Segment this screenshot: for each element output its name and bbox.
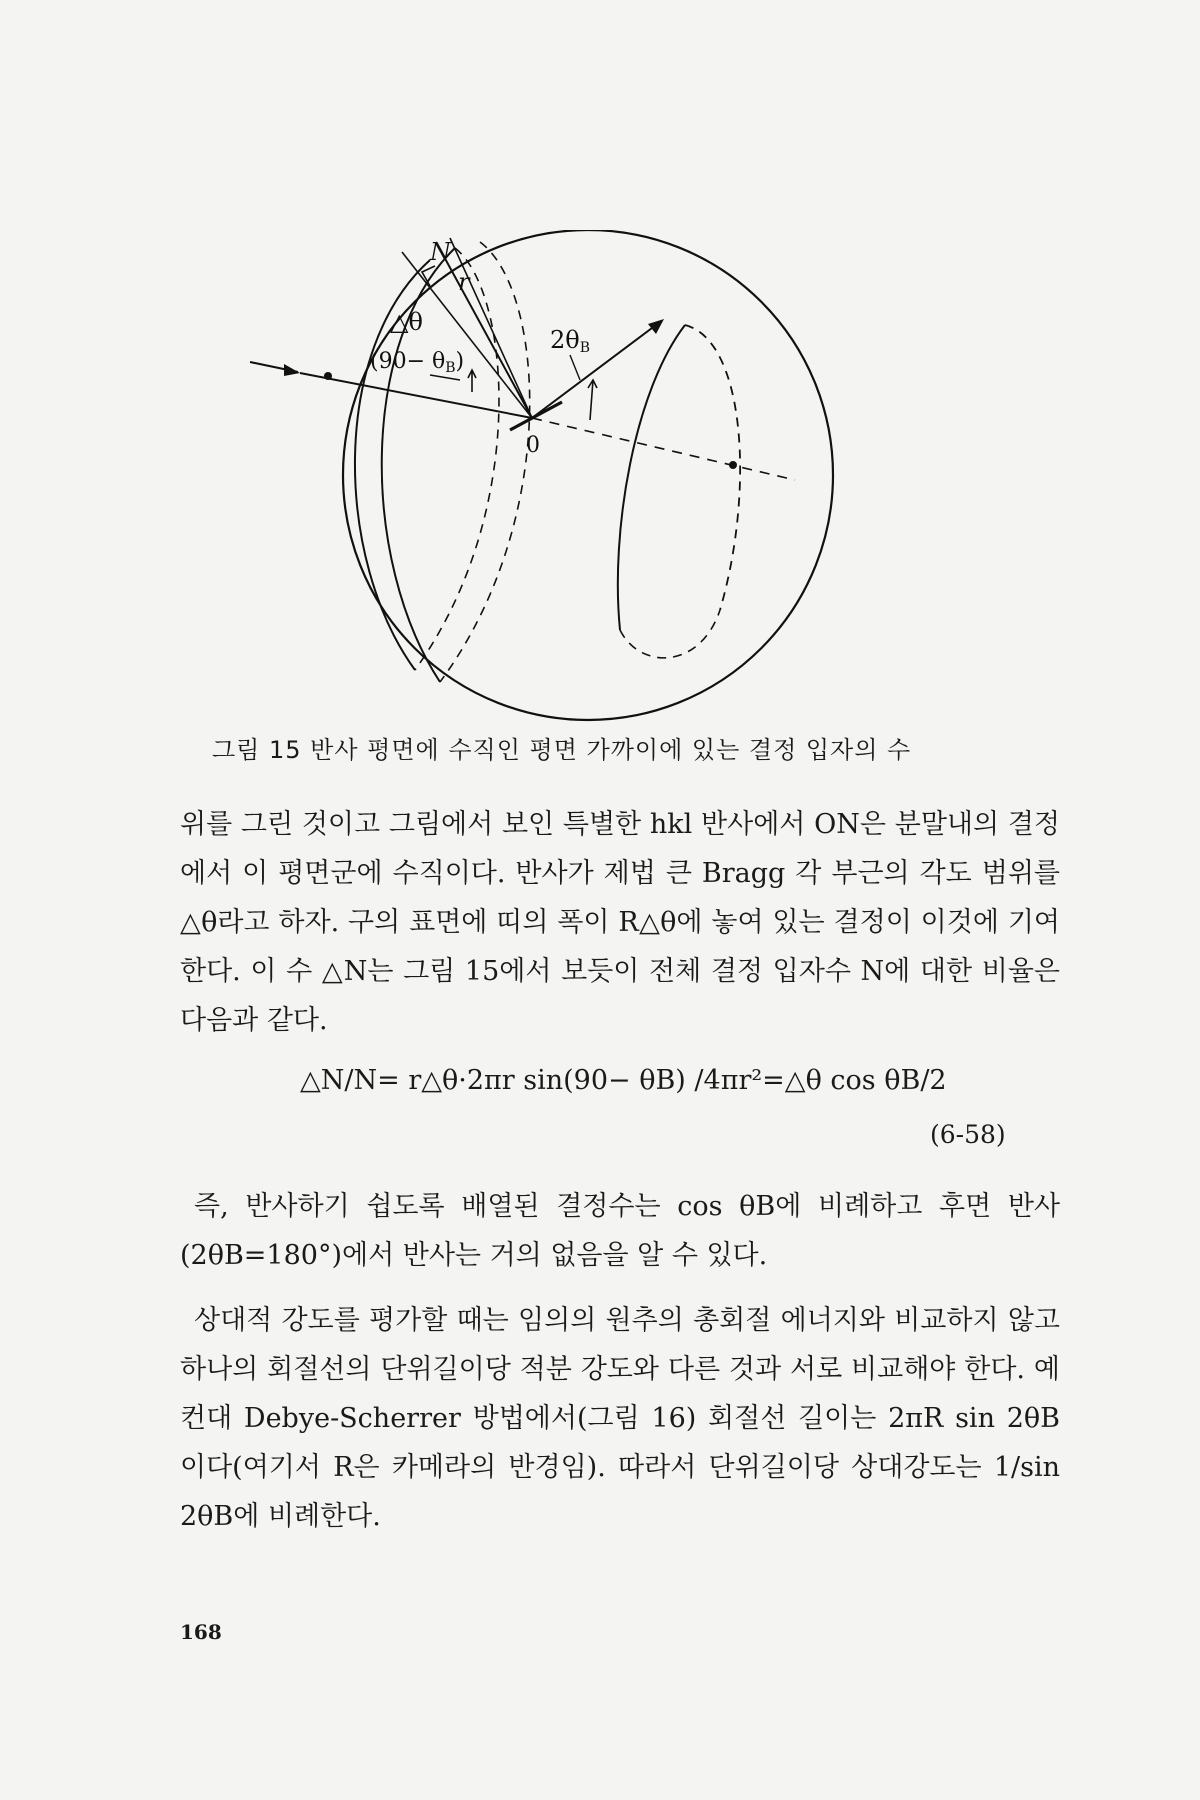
paragraph-2: 즉, 반사하기 쉽도록 배열된 결정수는 cos θB에 비례하고 후면 반사 (2θB=180°)에서 반사는 거의 없음을 알 수 있다.: [180, 1191, 1060, 1271]
transmitted-beam: [532, 418, 795, 480]
figure-caption: 그림 15 반사 평면에 수직인 평면 가까이에 있는 결정 입자의 수: [212, 736, 912, 764]
paragraph-3: 상대적 강도를 평가할 때는 임의의 원추의 총회절 에너지와 비교하지 않고 하나의 회절선의 단위길이당 적분 강도와 다른 것과 서로 비교해야 한다. 예컨대 Debye-Scherrer 방법에서(그림 16) 회절선 길이는 2πR sin 2θB이다(여기서 R은 카메라의 반경임). 따라서 단위길이당 상대강도는 1/sin 2θB에 비례한다.: [180, 1305, 1060, 1532]
twotheta-arc-mark: [588, 380, 597, 420]
paragraph-1: 위를 그린 것이고 그림에서 보인 특별한 hkl 반사에서 ON은 분말내의 결정에서 이 평면군에 수직이다. 반사가 제법 큰 Bragg 각 부근의 각도 범위를 △θ라고 하자. 구의 표면에 띠의 폭이 R△θ에 놓여 있는 결정이 이것에 기여한다. 이 수 △N는 그림 15에서 보듯이 전체 결정 입자수 N에 대한 비율은 다음과 같다.: [180, 809, 1060, 1036]
label-ninety-close: ): [455, 349, 465, 374]
cone-ellipse-front: [618, 325, 685, 630]
label-two-theta-sub: B: [579, 340, 591, 356]
beam-inside: [300, 373, 532, 418]
equation-number: (6-58): [930, 1120, 1006, 1149]
incident-arrow: [284, 364, 300, 376]
label-ninety-sub: B: [445, 360, 456, 376]
diffracted-arrow: [648, 319, 664, 334]
label-ninety-main: (90− θ: [370, 349, 446, 374]
page-number: 168: [180, 1620, 222, 1644]
right-angle-mark: [422, 266, 435, 286]
label-delta-theta: △θ: [390, 308, 423, 336]
label-r: r: [458, 268, 470, 296]
label-ninety-theta: [370, 349, 464, 376]
normal-on: [436, 242, 532, 418]
equation-6-58: △N/N= r△θ·2πr sin(90− θB) /4πr²=△θ cos θB/2: [300, 1065, 947, 1096]
sphere-outline: [343, 230, 833, 720]
label-n: N: [430, 238, 451, 266]
band-dashed-back-2: [440, 242, 530, 682]
theta-arc-mark: [468, 370, 476, 392]
sphere-diagram: [240, 230, 940, 730]
band-dashed-back-1: [415, 248, 499, 670]
exit-point: [729, 461, 737, 469]
sphere-figure: [240, 230, 940, 730]
label-two-theta-main: 2θ: [550, 326, 580, 354]
entry-point: [324, 372, 332, 380]
label-two-theta: [550, 326, 590, 356]
twotheta-leader: [570, 355, 580, 380]
cone-ellipse-lower: [620, 610, 720, 658]
label-origin: 0: [526, 433, 540, 458]
